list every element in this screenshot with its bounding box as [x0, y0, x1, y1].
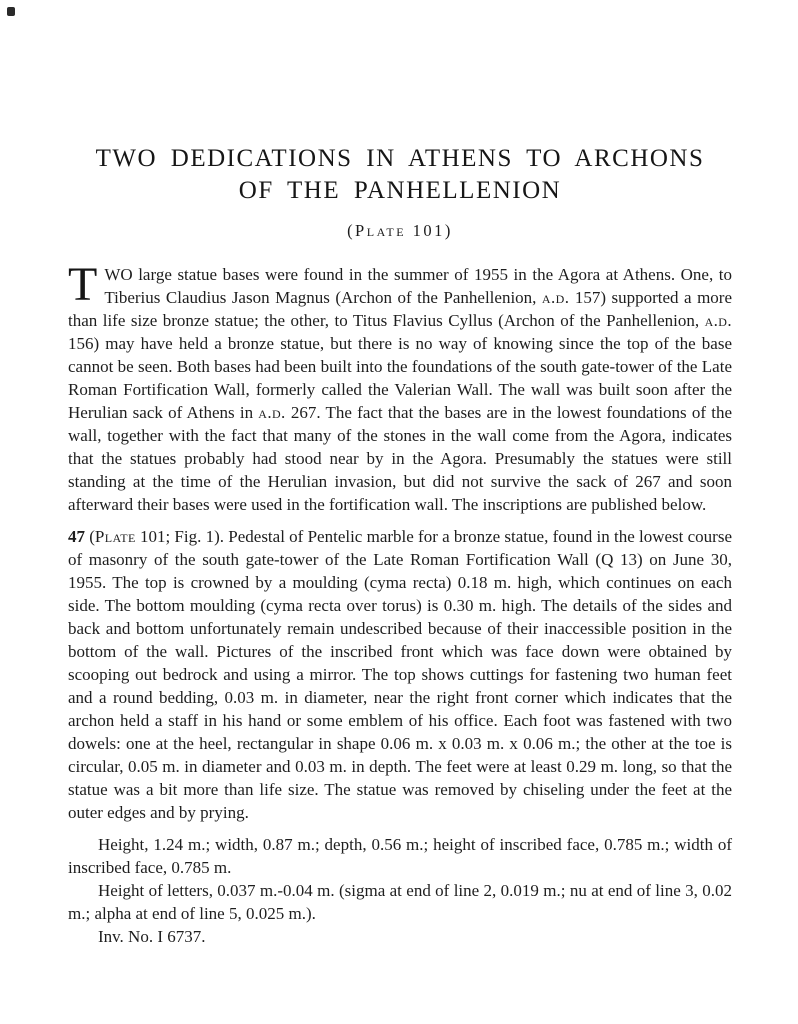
inventory-number [68, 925, 732, 948]
text-segment: Plate [94, 527, 136, 546]
catalogue-entry-47 [68, 525, 732, 824]
text-segment: Height, 1.24 m.; width, 0.87 m.; depth, 0.56 m.; height of inscribed face, 0.785 m.; width of inscribed face, 0.785 m. [68, 835, 732, 877]
text-segment: 157) supported a more than life size bronze statue; the other, to Titus Flavius Cyllus (Archon of the Panhellenion, [68, 288, 732, 330]
title-line-1: TWO DEDICATIONS IN ATHENS TO ARCHONS [95, 145, 705, 172]
text-segment: a.d. [541, 288, 570, 307]
article-title [68, 143, 732, 207]
text-segment: ( [85, 527, 95, 546]
text-segment: 156) may have held a bronze statue, but there is no way of knowing since the top of the base cannot be seen. Both bases had been built into the foundations of the south gate-tower of the Late Roman Fortification Wall, formerly called the Valerian Wall. The wall was built soon after the Herulian sack of Athens in [68, 334, 732, 422]
letter-heights-paragraph [68, 879, 732, 925]
intro-paragraph [68, 258, 732, 516]
text-segment: 267. The fact that the bases are in the lowest foundations of the wall, together with the fact that many of the stones in the wall come from the Agora, indicates that the statues probably had stood near by in the Agora. Presumably the statues were still standing at the time of the Herulian invasion, but did not survive the sack of 267 and soon afterward their bases were used in the fortification wall. The inscriptions are published below. [68, 403, 732, 514]
text-segment: 47 [68, 527, 85, 546]
text-segment: Height of letters, 0.037 m.-0.04 m. (sigma at end of line 2, 0.019 m.; nu at end of line 3, 0.02 m.; alpha at end of line 5, 0.025 m.). [68, 881, 732, 923]
dimensions-paragraph [68, 833, 732, 879]
document-paragraphs [68, 258, 732, 948]
title-line-2: OF THE PANHELLENION [238, 177, 562, 204]
drop-cap: T [68, 258, 98, 311]
text-segment: WO large statue bases were found in the summer of 1955 in the Agora at Athens. One, to Tiberius Claudius Jason Magnus (Archon of the Panhellenion, [104, 265, 732, 307]
text-segment: Inv. No. I 6737. [98, 927, 206, 946]
plate-caption: (Plate 101) [347, 221, 453, 240]
text-segment: 101; Fig. 1). Pedestal of Pentelic marble for a bronze statue, found in the lowest course of masonry of the south gate-tower of the Late Roman Fortification Wall (Q 13) on June 30, 1955. The top is crowned by a moulding (cyma recta) 0.18 m. high, which continues on each side. The bottom moulding (cyma recta over torus) is 0.30 m. high. The details of the sides and back and bottom unfortunately remain undescribed because of their inaccessible position in the bottom of the wall. Pictures of the inscribed front which was face down were obtained by scooping out bedrock and using a mirror. The top shows cuttings for fastening two human feet and a round bedding, 0.03 m. in diameter, near the right front corner which indicates that the archon held a staff in his hand or some emblem of his office. Each foot was fastened with two dowels: one at the heel, rectangular in shape 0.06 m. x 0.03 m. x 0.06 m.; the other at the toe is circular, 0.05 m. in diameter and 0.03 m. in depth. The feet were at least 0.29 m. long, so that the statue was a bit more than life size. The statue was removed by chiseling under the feet at the outer edges and by prying. [68, 527, 732, 822]
text-segment: a.d. [704, 311, 732, 330]
scan-speck [7, 7, 15, 16]
text-segment: a.d. [258, 403, 286, 422]
